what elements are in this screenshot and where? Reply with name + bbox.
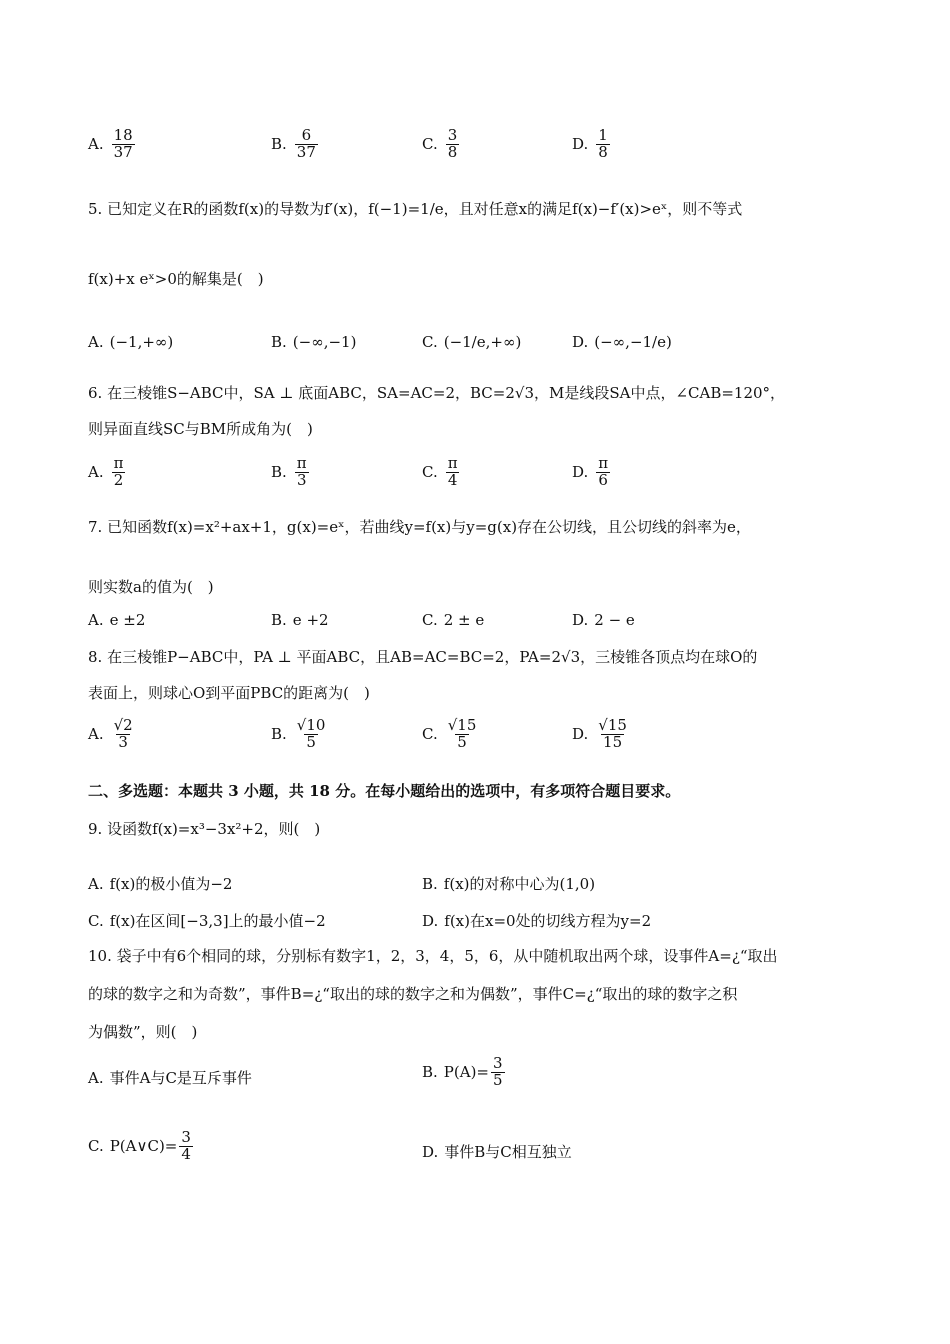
q6-stem-line1: 6. 在三棱锥S−ABC中，SA ⊥ 底面ABC，SA=AC=2，BC=2√3，M是线段SA中点，∠CAB=120°，	[88, 384, 786, 402]
numerator: π	[113, 454, 124, 472]
numerator: √2	[113, 716, 133, 734]
option-label: D.	[572, 333, 589, 351]
option-text: f(x)的对称中心为(1,0)	[443, 875, 596, 893]
numerator: √10	[296, 716, 326, 734]
option-label: B.	[422, 1063, 438, 1082]
q4-option-b	[271, 128, 320, 161]
q10-stem-line3: 为偶数”，则( )	[88, 1023, 198, 1041]
q6-stem-line2: 则异面直线SC与BM所成角为( )	[88, 420, 313, 438]
option-label: B.	[271, 463, 287, 482]
q9-option-d	[422, 910, 651, 931]
numerator: 3	[181, 1128, 191, 1146]
option-label: D.	[422, 1142, 439, 1161]
option-label: D.	[572, 463, 589, 482]
option-label: A.	[88, 725, 104, 744]
denominator: 37	[296, 142, 316, 161]
q10-stem-line1: 10. 袋子中有6个相同的球，分别标有数字1，2，3，4，5，6，从中随机取出两个球，设事件A=¿“取出	[88, 947, 778, 965]
denominator: 4	[181, 1144, 191, 1163]
option-label: B.	[271, 135, 287, 154]
option-text: 2 ± e	[443, 611, 485, 629]
q7-option-b	[271, 611, 329, 629]
fraction	[179, 1130, 193, 1163]
option-label: C.	[422, 463, 438, 482]
option-text: 2 − e	[594, 611, 635, 629]
q9-stem: 9. 设函数f(x)=x³−3x²+2，则( )	[88, 820, 321, 838]
denominator: 5	[306, 732, 316, 751]
q8-option-c	[422, 718, 480, 751]
option-label: B.	[271, 725, 287, 744]
option-label: A.	[88, 135, 104, 154]
option-label: D.	[572, 725, 589, 744]
q10-stem-line2: 的球的数字之和为奇数”，事件B=¿“取出的球的数字之和为偶数”，事件C=¿“取出的球的数字之积	[88, 985, 738, 1003]
option-label: C.	[422, 333, 438, 351]
option-label: B.	[271, 611, 287, 629]
fraction	[491, 1056, 505, 1089]
fraction	[112, 456, 126, 489]
fraction	[295, 456, 309, 489]
option-label: D.	[572, 611, 589, 629]
fraction	[596, 456, 610, 489]
numerator: 6	[301, 126, 312, 144]
q8-stem-line1: 8. 在三棱锥P−ABC中，PA ⊥ 平面ABC，且AB=AC=BC=2，PA=2√3，三棱锥各顶点均在球O的	[88, 648, 758, 666]
q5-stem-line1: 5. 已知定义在R的函数f(x)的导数为f′(x)，f(−1)=1/e，且对任意x的满足f(x)−f′(x)>eˣ，则不等式	[88, 200, 743, 218]
option-label: D.	[422, 911, 439, 930]
q10-option-b	[422, 1056, 507, 1089]
option-label: A.	[88, 874, 104, 893]
option-text: f(x)的极小值为−2	[109, 875, 233, 893]
option-text: f(x)在x=0处的切线方程为y=2	[444, 912, 652, 930]
numerator: π	[296, 454, 307, 472]
q7-stem-line2: 则实数a的值为( )	[88, 578, 214, 596]
q4-option-a	[88, 128, 137, 161]
denominator: 6	[598, 470, 608, 489]
q8-option-a	[88, 718, 137, 751]
q6-option-a	[88, 456, 127, 489]
option-label: C.	[88, 1137, 104, 1156]
q4-option-c	[422, 128, 461, 161]
option-label: C.	[422, 725, 438, 744]
q8-option-b	[271, 718, 329, 751]
option-text: f(x)在区间[−3,3]上的最小值−2	[109, 912, 326, 930]
q10-option-c	[88, 1130, 195, 1163]
option-label: C.	[88, 911, 104, 930]
option-prefix: P(A)=	[443, 1063, 489, 1082]
numerator: π	[598, 454, 609, 472]
denominator: 8	[447, 142, 458, 161]
q10-option-a	[88, 1067, 252, 1088]
fraction	[112, 128, 135, 161]
fraction	[295, 128, 318, 161]
numerator: π	[447, 454, 458, 472]
option-prefix: P(A∨C)=	[109, 1137, 178, 1156]
q5-option-a	[88, 333, 173, 351]
option-label: B.	[422, 874, 438, 893]
q8-option-d	[572, 718, 631, 751]
q8-stem-line2: 表面上，则球心O到平面PBC的距离为( )	[88, 684, 370, 702]
denominator: 5	[457, 732, 467, 751]
q7-stem-line1: 7. 已知函数f(x)=x²+ax+1，g(x)=eˣ，若曲线y=f(x)与y=g(x)存在公切线，且公切线的斜率为e，	[88, 518, 751, 536]
q10-option-d	[422, 1141, 572, 1162]
option-text: (−∞,−1/e)	[594, 333, 672, 351]
q7-option-a	[88, 611, 145, 629]
q6-option-b	[271, 456, 311, 489]
denominator: 4	[447, 470, 458, 489]
denominator: 3	[118, 732, 128, 751]
q6-option-c	[422, 456, 462, 489]
numerator: √15	[447, 716, 477, 734]
fraction	[112, 718, 135, 751]
option-text: (−1/e,+∞)	[443, 333, 522, 351]
denominator: 15	[603, 732, 623, 751]
numerator: 3	[493, 1054, 503, 1072]
q4-option-d	[572, 128, 612, 161]
fraction	[596, 128, 610, 161]
numerator: 3	[447, 126, 458, 144]
q5-stem-line2: f(x)+x eˣ>0的解集是( )	[88, 270, 264, 288]
option-label: D.	[572, 135, 589, 154]
fraction	[446, 128, 460, 161]
option-label: B.	[271, 333, 287, 351]
q5-option-c	[422, 333, 521, 351]
option-label: A.	[88, 463, 104, 482]
numerator: 1	[598, 126, 608, 144]
fraction	[295, 718, 328, 751]
q6-option-d	[572, 456, 612, 489]
option-label: A.	[88, 333, 104, 351]
numerator: √15	[598, 716, 627, 734]
denominator: 5	[493, 1070, 503, 1089]
denominator: 8	[598, 142, 608, 161]
denominator: 37	[113, 142, 133, 161]
option-label: A.	[88, 611, 104, 629]
q9-option-b	[422, 873, 595, 894]
option-text: (−1,+∞)	[109, 333, 174, 351]
option-text: 事件B与C相互独立	[444, 1143, 572, 1161]
option-text: 事件A与C是互斥事件	[109, 1069, 252, 1087]
option-label: C.	[422, 611, 438, 629]
option-text: e ±2	[109, 611, 146, 629]
q5-option-b	[271, 333, 356, 351]
denominator: 2	[113, 470, 124, 489]
q7-option-c	[422, 611, 484, 629]
option-text: (−∞,−1)	[292, 333, 357, 351]
option-label: A.	[88, 1068, 104, 1087]
fraction	[446, 718, 479, 751]
q5-option-d	[572, 333, 672, 351]
q7-option-d	[572, 611, 635, 629]
denominator: 3	[296, 470, 307, 489]
option-label: C.	[422, 135, 438, 154]
numerator: 18	[113, 126, 133, 144]
fraction	[446, 456, 460, 489]
fraction	[596, 718, 629, 751]
q9-option-a	[88, 873, 232, 894]
q9-option-c	[88, 910, 326, 931]
section-heading: 二、多选题：本题共 3 小题，共 18 分。在每小题给出的选项中，有多项符合题目要求。	[88, 782, 681, 800]
option-text: e +2	[292, 611, 329, 629]
